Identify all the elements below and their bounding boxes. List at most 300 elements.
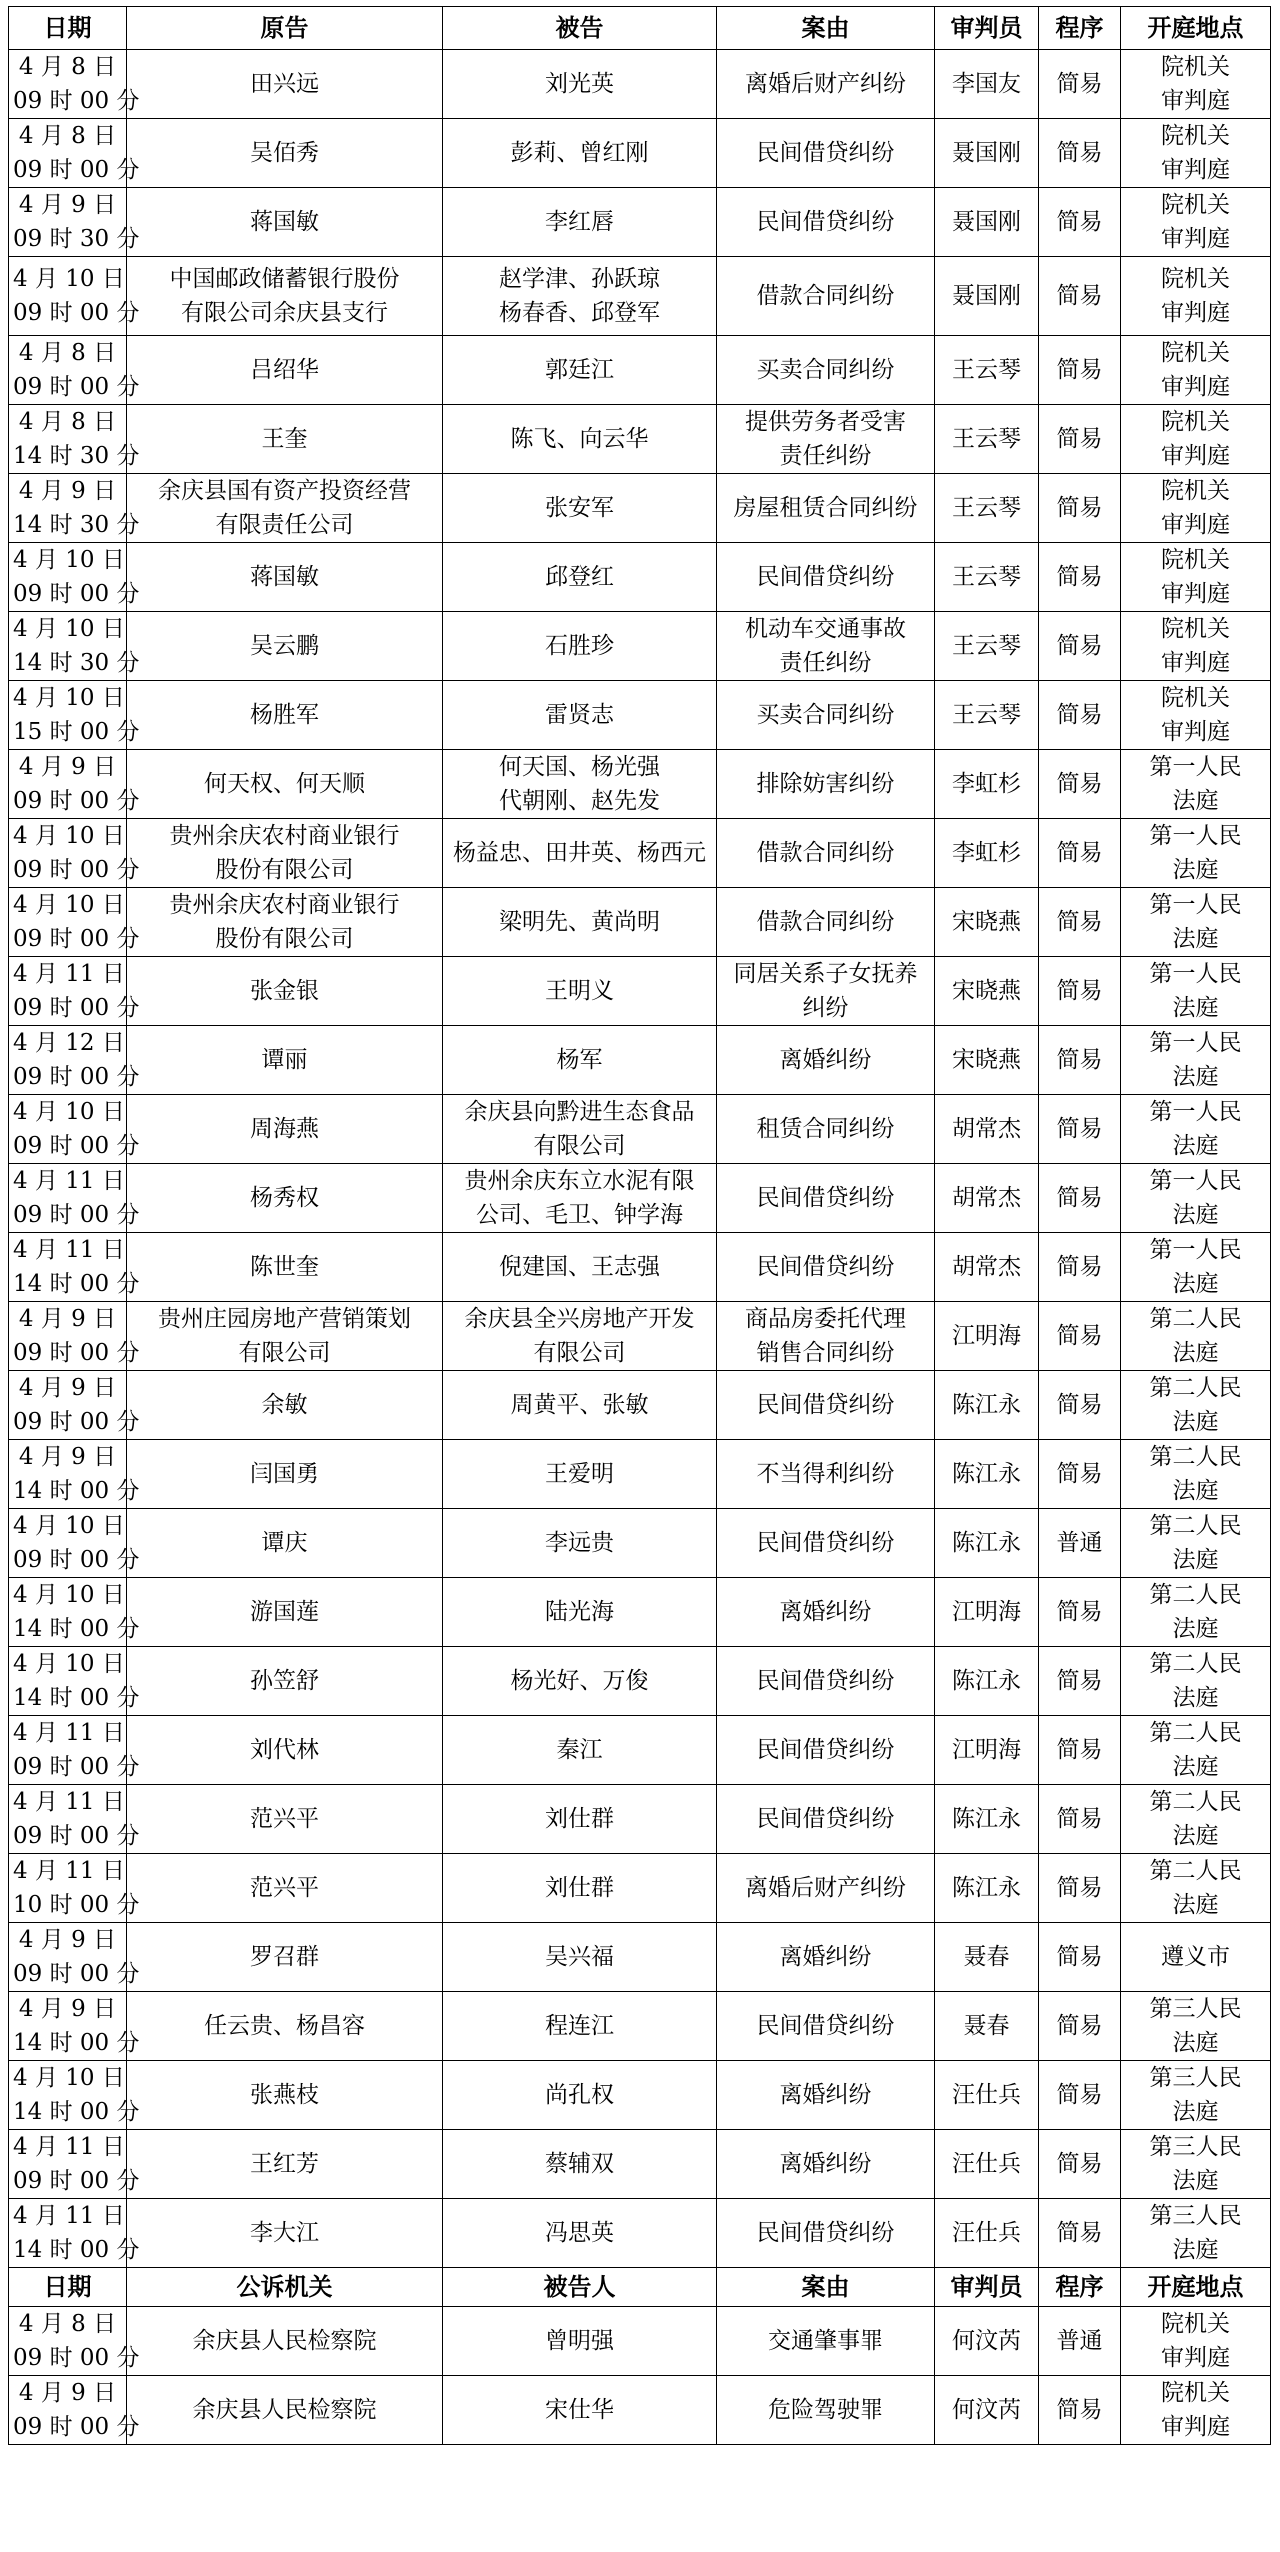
cause-cell-line: 危险驾驶罪 [768, 2397, 883, 2423]
date-cell [9, 2376, 140, 2445]
date-cell-line: 4 月 11 日 [13, 1168, 125, 1194]
procedure-cell-line: 简易 [1056, 2013, 1103, 2039]
judge-cell-line: 李国友 [952, 71, 1021, 97]
procedure-cell-line: 简易 [1056, 209, 1103, 235]
judge-cell [935, 1854, 1039, 1923]
cause-cell-line: 房屋租赁合同纠纷 [733, 495, 918, 521]
plaintiff-cell [127, 819, 443, 888]
venue-cell-line: 院机关 [1161, 192, 1230, 218]
plaintiff-cell-line: 李大江 [250, 2220, 319, 2246]
defendant-cell-line: 杨光好、万俊 [510, 1668, 649, 1694]
plaintiff-cell [127, 50, 443, 119]
judge-cell [935, 543, 1039, 612]
venue-cell-line: 审判庭 [1161, 226, 1230, 252]
cause-cell-line: 责任纠纷 [779, 443, 872, 469]
procedure-cell [1039, 681, 1121, 750]
procedure-cell [1039, 1371, 1121, 1440]
defendant-cell-line: 代朝刚、赵先发 [499, 788, 660, 814]
date-cell-line: 4 月 11 日 [13, 1237, 125, 1263]
procedure-cell [1039, 2061, 1121, 2130]
procedure-cell [1039, 257, 1121, 336]
date-cell [9, 1440, 140, 1509]
civil-case-row [9, 1716, 1271, 1785]
date-cell-line: 4 月 8 日 [18, 340, 117, 366]
venue-cell-line: 法庭 [1172, 2237, 1219, 2263]
venue-cell [1121, 681, 1271, 750]
plaintiff-cell [127, 1578, 443, 1647]
procedure-cell [1039, 1164, 1121, 1233]
judge-cell [935, 2061, 1039, 2130]
venue-cell-line: 法庭 [1172, 1823, 1219, 1849]
civil-case-row [9, 888, 1271, 957]
plaintiff-cell [127, 1509, 443, 1578]
venue-cell-line: 审判庭 [1161, 2345, 1230, 2371]
civil-case-row [9, 1992, 1271, 2061]
venue-cell-line: 院机关 [1161, 2311, 1230, 2337]
venue-cell-line: 法庭 [1172, 1064, 1219, 1090]
plaintiff-cell-line: 罗召群 [250, 1944, 319, 1970]
procedure-cell [1039, 888, 1121, 957]
date-cell-line: 4 月 12 日 [13, 1030, 125, 1056]
procedure-cell [1039, 2376, 1121, 2445]
civil-case-row [9, 474, 1271, 543]
date-cell-line: 4 月 9 日 [18, 2380, 117, 2406]
defendant-cell-line: 余庆县向黔进生态食品 [464, 1099, 695, 1125]
venue-cell-line: 法庭 [1172, 1616, 1219, 1642]
civil-case-row [9, 1026, 1271, 1095]
defendant-cell [443, 2061, 717, 2130]
date-cell-line: 4 月 11 日 [13, 961, 125, 987]
procedure-cell [1039, 1233, 1121, 1302]
table-body [9, 7, 1271, 2445]
venue-cell [1121, 1647, 1271, 1716]
cause-cell-line: 民间借贷纠纷 [756, 1254, 895, 1280]
date-cell-line: 4 月 10 日 [13, 1513, 125, 1539]
plaintiff-cell-line: 股份有限公司 [215, 926, 354, 952]
date-cell-line: 4 月 9 日 [18, 192, 117, 218]
date-cell-line: 14 时 30 分 [13, 443, 140, 469]
venue-cell-line: 第一人民 [1149, 1168, 1242, 1194]
defendant-cell-line: 尚孔权 [545, 2082, 614, 2108]
plaintiff-cell-line: 张金银 [250, 978, 319, 1004]
civil-case-row [9, 1578, 1271, 1647]
defendant-cell [443, 1233, 717, 1302]
judge-cell-line: 聂国刚 [952, 140, 1021, 166]
procedure-cell [1039, 1440, 1121, 1509]
date-cell-line: 09 时 00 分 [13, 1133, 140, 1159]
defendant-cell-line: 梁明先、黄尚明 [499, 909, 660, 935]
venue-cell-line: 第一人民 [1149, 1237, 1242, 1263]
defendant-cell [443, 543, 717, 612]
judge-cell-line: 李虹杉 [952, 771, 1021, 797]
venue-cell-line: 法庭 [1172, 995, 1219, 1021]
judge-cell [935, 2130, 1039, 2199]
date-cell-line: 4 月 11 日 [13, 2134, 125, 2160]
cause-cell-line: 纠纷 [802, 995, 849, 1021]
cause-cell [717, 612, 935, 681]
plaintiff-cell [127, 543, 443, 612]
defendant-cell [443, 474, 717, 543]
plaintiff-cell-line: 闫国勇 [250, 1461, 319, 1487]
cause-cell-line: 民间借贷纠纷 [756, 1392, 895, 1418]
cause-cell-line: 销售合同纠纷 [756, 1340, 895, 1366]
judge-cell [935, 1371, 1039, 1440]
venue-cell [1121, 119, 1271, 188]
judge-cell-line: 王云琴 [952, 495, 1021, 521]
plaintiff-cell-line: 蒋国敏 [250, 564, 319, 590]
plaintiff-cell-line: 贵州余庆农村商业银行 [169, 892, 400, 918]
procedure-cell [1039, 543, 1121, 612]
procedure-cell-line: 简易 [1056, 2397, 1103, 2423]
judge-cell-line: 江明海 [952, 1599, 1021, 1625]
plaintiff-cell [127, 2199, 443, 2268]
procedure-cell [1039, 1854, 1121, 1923]
civil-case-row [9, 612, 1271, 681]
judge-cell-line: 汪仕兵 [952, 2220, 1021, 2246]
venue-cell-line: 第一人民 [1149, 1030, 1242, 1056]
civil-case-row [9, 1302, 1271, 1371]
venue-cell [1121, 750, 1271, 819]
date-cell-line: 09 时 00 分 [13, 857, 140, 883]
judge-cell [935, 2376, 1039, 2445]
defendant-cell [443, 257, 717, 336]
venue-cell-line: 法庭 [1172, 857, 1219, 883]
date-cell-line: 4 月 10 日 [13, 616, 125, 642]
procedure-cell [1039, 1095, 1121, 1164]
header-judge: 审判员 [935, 2268, 1039, 2307]
defendant-cell [443, 750, 717, 819]
date-cell [9, 888, 140, 957]
venue-cell-line: 院机关 [1161, 685, 1230, 711]
date-cell [9, 750, 140, 819]
venue-cell-line: 第一人民 [1149, 1099, 1242, 1125]
cause-cell-line: 不当得利纠纷 [756, 1461, 895, 1487]
defendant-cell [443, 1371, 717, 1440]
procedure-cell-line: 简易 [1056, 1599, 1103, 1625]
procedure-cell-line: 简易 [1056, 1461, 1103, 1487]
date-cell [9, 2307, 140, 2376]
cause-cell [717, 1095, 935, 1164]
date-cell [9, 1647, 140, 1716]
header-judge: 审判员 [935, 7, 1039, 50]
date-cell-line: 14 时 00 分 [13, 1271, 140, 1297]
cause-cell-line: 民间借贷纠纷 [756, 1530, 895, 1556]
date-cell-line: 4 月 10 日 [13, 2065, 125, 2091]
venue-cell-line: 第三人民 [1149, 2065, 1242, 2091]
plaintiff-cell [127, 1164, 443, 1233]
venue-cell [1121, 1785, 1271, 1854]
venue-cell-line: 法庭 [1172, 926, 1219, 952]
judge-cell [935, 1992, 1039, 2061]
procedure-cell [1039, 1302, 1121, 1371]
procedure-cell-line: 简易 [1056, 564, 1103, 590]
cause-cell [717, 1302, 935, 1371]
defendant-cell [443, 1716, 717, 1785]
date-cell [9, 1164, 140, 1233]
defendant-cell [443, 957, 717, 1026]
plaintiff-cell-line: 有限公司 [238, 1340, 331, 1366]
date-cell-line: 09 时 00 分 [13, 1547, 140, 1573]
judge-cell [935, 957, 1039, 1026]
date-cell-line: 09 时 00 分 [13, 1961, 140, 1987]
date-cell [9, 50, 140, 119]
plaintiff-cell-line: 何天权、何天顺 [204, 771, 365, 797]
header-venue: 开庭地点 [1121, 2268, 1271, 2307]
procedure-cell-line: 简易 [1056, 1392, 1103, 1418]
judge-cell-line: 何汶芮 [952, 2397, 1021, 2423]
procedure-cell-line: 简易 [1056, 1806, 1103, 1832]
civil-case-row [9, 1854, 1271, 1923]
plaintiff-cell [127, 1647, 443, 1716]
cause-cell [717, 819, 935, 888]
judge-cell [935, 1785, 1039, 1854]
judge-cell [935, 1302, 1039, 1371]
plaintiff-cell-line: 田兴远 [250, 71, 319, 97]
defendant-cell-line: 吴兴福 [545, 1944, 614, 1970]
date-cell-line: 09 时 00 分 [13, 88, 140, 114]
procedure-cell [1039, 750, 1121, 819]
venue-cell-line: 审判庭 [1161, 157, 1230, 183]
date-cell-line: 09 时 00 分 [13, 1064, 140, 1090]
judge-cell [935, 1716, 1039, 1785]
plaintiff-cell [127, 405, 443, 474]
judge-cell [935, 612, 1039, 681]
procedure-cell [1039, 188, 1121, 257]
date-cell [9, 1716, 140, 1785]
cause-cell-line: 民间借贷纠纷 [756, 2013, 895, 2039]
defendant-cell [443, 50, 717, 119]
cause-cell [717, 2061, 935, 2130]
defendant-cell [443, 1440, 717, 1509]
date-cell-line: 14 时 00 分 [13, 2099, 140, 2125]
venue-cell-line: 法庭 [1172, 1340, 1219, 1366]
cause-cell-line: 借款合同纠纷 [756, 283, 895, 309]
cause-cell [717, 1440, 935, 1509]
header-cause: 案由 [717, 7, 935, 50]
date-cell [9, 257, 140, 336]
procedure-cell [1039, 50, 1121, 119]
judge-cell [935, 1026, 1039, 1095]
civil-case-row [9, 1371, 1271, 1440]
cause-cell [717, 750, 935, 819]
venue-cell [1121, 2307, 1271, 2376]
judge-cell [935, 336, 1039, 405]
cause-cell [717, 1992, 935, 2061]
date-cell [9, 612, 140, 681]
plaintiff-cell [127, 612, 443, 681]
date-cell [9, 336, 140, 405]
civil-case-row [9, 1164, 1271, 1233]
plaintiff-cell-line: 范兴平 [250, 1806, 319, 1832]
venue-cell-line: 第一人民 [1149, 961, 1242, 987]
procedure-cell-line: 简易 [1056, 1323, 1103, 1349]
plaintiff-cell-line: 周海燕 [250, 1116, 319, 1142]
date-cell-line: 4 月 10 日 [13, 823, 125, 849]
plaintiff-cell [127, 2130, 443, 2199]
date-cell-line: 14 时 00 分 [13, 1478, 140, 1504]
venue-cell-line: 审判庭 [1161, 2414, 1230, 2440]
plaintiff-cell-line: 杨秀权 [250, 1185, 319, 1211]
defendant-cell-line: 刘光英 [545, 71, 614, 97]
civil-case-row [9, 1923, 1271, 1992]
date-cell-line: 10 时 00 分 [13, 1892, 140, 1918]
venue-cell-line: 法庭 [1172, 1133, 1219, 1159]
defendant-cell-line: 程连江 [545, 2013, 614, 2039]
date-cell-line: 15 时 00 分 [13, 719, 140, 745]
judge-cell [935, 1095, 1039, 1164]
plaintiff-cell-line: 刘代林 [250, 1737, 319, 1763]
venue-cell [1121, 1440, 1271, 1509]
venue-cell [1121, 50, 1271, 119]
cause-cell [717, 1371, 935, 1440]
plaintiff-cell-line: 王奎 [261, 426, 308, 452]
date-cell [9, 543, 140, 612]
procedure-cell [1039, 474, 1121, 543]
judge-cell-line: 王云琴 [952, 633, 1021, 659]
date-cell-line: 14 时 30 分 [13, 512, 140, 538]
civil-case-row [9, 2199, 1271, 2268]
civil-case-row [9, 336, 1271, 405]
venue-cell [1121, 543, 1271, 612]
procedure-cell-line: 简易 [1056, 1047, 1103, 1073]
date-cell-line: 4 月 11 日 [13, 1720, 125, 1746]
cause-cell [717, 1578, 935, 1647]
cause-cell [717, 1854, 935, 1923]
cause-cell-line: 民间借贷纠纷 [756, 564, 895, 590]
venue-cell [1121, 1854, 1271, 1923]
venue-cell [1121, 405, 1271, 474]
venue-cell [1121, 188, 1271, 257]
cause-cell [717, 1509, 935, 1578]
date-cell [9, 1992, 140, 2061]
criminal-header-row [9, 2268, 1271, 2307]
venue-cell-line: 法庭 [1172, 1202, 1219, 1228]
procedure-cell-line: 简易 [1056, 2220, 1103, 2246]
cause-cell-line: 提供劳务者受害 [745, 409, 906, 435]
procedure-cell-line: 普通 [1056, 1530, 1103, 1556]
defendant-cell-line: 秦江 [556, 1737, 603, 1763]
date-cell [9, 2199, 140, 2268]
venue-cell [1121, 336, 1271, 405]
venue-cell-line: 院机关 [1161, 54, 1230, 80]
civil-case-row [9, 1440, 1271, 1509]
venue-cell-line: 法庭 [1172, 1892, 1219, 1918]
date-cell [9, 819, 140, 888]
venue-cell [1121, 2061, 1271, 2130]
civil-case-row [9, 681, 1271, 750]
date-cell [9, 681, 140, 750]
cause-cell [717, 257, 935, 336]
procedure-cell-line: 简易 [1056, 840, 1103, 866]
plaintiff-cell [127, 1095, 443, 1164]
procedure-cell-line: 简易 [1056, 1944, 1103, 1970]
judge-cell-line: 何汶芮 [952, 2328, 1021, 2354]
defendant-cell [443, 819, 717, 888]
venue-cell-line: 遵义市 [1161, 1944, 1230, 1970]
judge-cell-line: 江明海 [952, 1323, 1021, 1349]
judge-cell-line: 宋晓燕 [952, 1047, 1021, 1073]
plaintiff-cell-line: 范兴平 [250, 1875, 319, 1901]
plaintiff-cell [127, 1854, 443, 1923]
procedure-cell [1039, 119, 1121, 188]
civil-case-row [9, 50, 1271, 119]
defendant-cell [443, 1854, 717, 1923]
venue-cell-line: 第二人民 [1149, 1306, 1242, 1332]
cause-cell-line: 离婚纠纷 [779, 2151, 872, 2177]
venue-cell-line: 法庭 [1172, 1547, 1219, 1573]
date-cell [9, 1371, 140, 1440]
cause-cell [717, 1164, 935, 1233]
plaintiff-cell [127, 1785, 443, 1854]
judge-cell-line: 陈江永 [952, 1530, 1021, 1556]
date-cell-line: 4 月 9 日 [18, 1996, 117, 2022]
venue-cell-line: 审判庭 [1161, 581, 1230, 607]
procedure-cell-line: 普通 [1056, 2328, 1103, 2354]
procedure-cell [1039, 1992, 1121, 2061]
judge-cell [935, 1578, 1039, 1647]
venue-cell-line: 审判庭 [1161, 88, 1230, 114]
defendant-cell-line: 陆光海 [545, 1599, 614, 1625]
venue-cell [1121, 888, 1271, 957]
defendant-cell-line: 有限公司 [533, 1133, 626, 1159]
venue-cell [1121, 2130, 1271, 2199]
defendant-cell [443, 336, 717, 405]
civil-case-row [9, 543, 1271, 612]
procedure-cell-line: 简易 [1056, 357, 1103, 383]
cause-cell [717, 1647, 935, 1716]
date-cell-line: 09 时 00 分 [13, 2345, 140, 2371]
defendant-cell-line: 赵学津、孙跃琼 [499, 266, 660, 292]
plaintiff-cell [127, 2061, 443, 2130]
cause-cell [717, 1233, 935, 1302]
cause-cell [717, 543, 935, 612]
cause-cell [717, 2376, 935, 2445]
hearing-schedule-table [8, 6, 1271, 2445]
defendant-cell-line: 郭廷江 [545, 357, 614, 383]
defendant-cell-line: 曾明强 [545, 2328, 614, 2354]
cause-cell [717, 474, 935, 543]
plaintiff-cell-line: 贵州庄园房地产营销策划 [158, 1306, 411, 1332]
date-cell [9, 1578, 140, 1647]
defendant-cell-line: 陈飞、向云华 [510, 426, 649, 452]
date-cell-line: 09 时 00 分 [13, 1409, 140, 1435]
procedure-cell-line: 简易 [1056, 909, 1103, 935]
plaintiff-cell-line: 有限责任公司 [215, 512, 354, 538]
date-cell-line: 09 时 00 分 [13, 926, 140, 952]
cause-cell-line: 责任纠纷 [779, 650, 872, 676]
civil-case-row [9, 750, 1271, 819]
venue-cell-line: 第一人民 [1149, 823, 1242, 849]
date-cell-line: 4 月 9 日 [18, 1306, 117, 1332]
venue-cell-line: 审判庭 [1161, 374, 1230, 400]
venue-cell-line: 法庭 [1172, 1409, 1219, 1435]
judge-cell-line: 陈江永 [952, 1875, 1021, 1901]
date-cell-line: 09 时 00 分 [13, 1754, 140, 1780]
venue-cell-line: 法庭 [1172, 1271, 1219, 1297]
venue-cell-line: 院机关 [1161, 2380, 1230, 2406]
date-cell-line: 4 月 10 日 [13, 685, 125, 711]
venue-cell-line: 第一人民 [1149, 754, 1242, 780]
defendant-cell-line: 李红唇 [545, 209, 614, 235]
venue-cell-line: 审判庭 [1161, 300, 1230, 326]
judge-cell-line: 王云琴 [952, 426, 1021, 452]
defendant-cell-line: 余庆县全兴房地产开发 [464, 1306, 695, 1332]
date-cell [9, 405, 140, 474]
venue-cell-line: 第二人民 [1149, 1720, 1242, 1746]
date-cell-line: 14 时 00 分 [13, 2030, 140, 2056]
judge-cell [935, 1509, 1039, 1578]
cause-cell-line: 民间借贷纠纷 [756, 1668, 895, 1694]
